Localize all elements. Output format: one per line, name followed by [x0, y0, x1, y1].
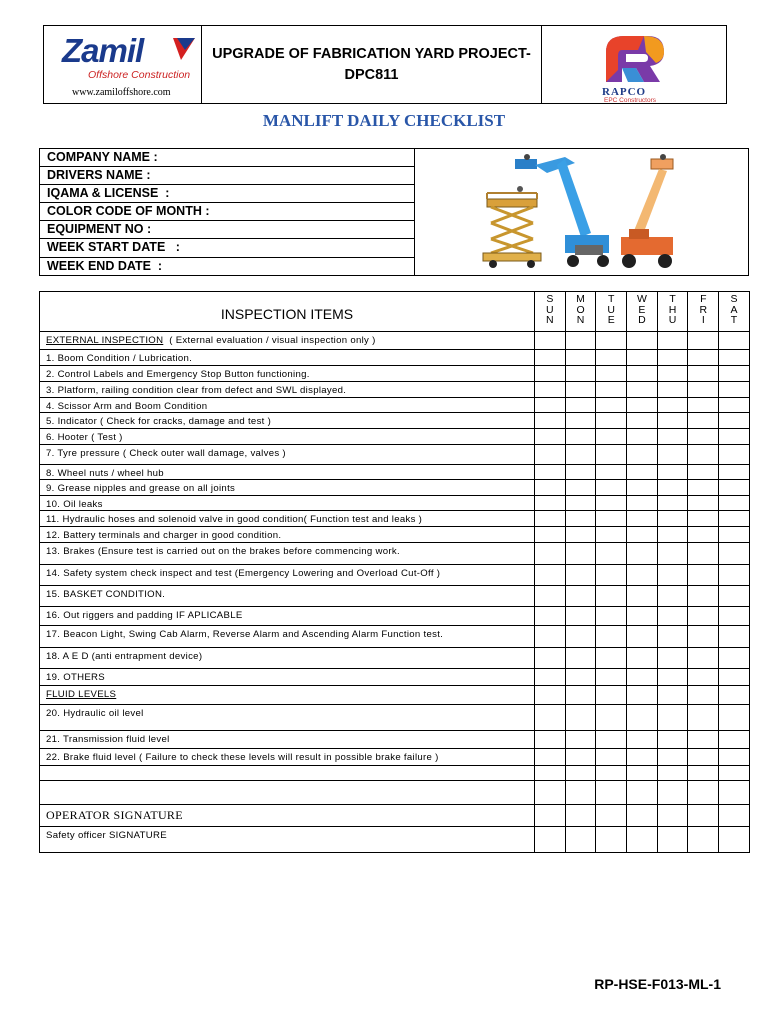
day-check-cell[interactable]	[565, 606, 596, 625]
day-check-cell[interactable]	[596, 606, 627, 625]
item-label-cell: 20. Hydraulic oil level	[40, 704, 535, 730]
day-check-cell[interactable]	[719, 606, 750, 625]
day-check-cell[interactable]	[688, 495, 719, 511]
day-check-cell[interactable]	[657, 511, 688, 527]
day-check-cell[interactable]	[565, 804, 596, 826]
table-row	[40, 704, 750, 730]
table-row	[40, 464, 750, 480]
day-check-cell[interactable]	[565, 332, 596, 350]
iqama-license-field[interactable]: IQAMA & LICENSE :	[40, 185, 414, 203]
day-check-cell[interactable]	[535, 585, 566, 606]
item-label-cell	[40, 804, 535, 826]
day-check-cell[interactable]	[719, 585, 750, 606]
day-check-cell[interactable]	[657, 429, 688, 445]
day-check-cell[interactable]	[565, 826, 596, 852]
day-check-cell[interactable]	[596, 382, 627, 398]
day-check-cell[interactable]	[719, 685, 750, 704]
day-check-cell[interactable]	[596, 495, 627, 511]
day-check-cell[interactable]	[565, 542, 596, 564]
day-check-cell[interactable]	[565, 413, 596, 429]
day-check-cell[interactable]	[688, 480, 719, 496]
inspection-checklist-table	[39, 291, 750, 853]
table-row	[40, 429, 750, 445]
day-check-cell[interactable]	[657, 495, 688, 511]
day-check-cell[interactable]	[627, 350, 658, 366]
operator-signature-label: OPERATOR SIGNATURE	[46, 807, 183, 822]
day-header-thu: T H U	[657, 292, 688, 332]
day-check-cell[interactable]	[627, 542, 658, 564]
day-check-cell[interactable]	[719, 350, 750, 366]
day-check-cell[interactable]	[719, 668, 750, 685]
day-check-cell[interactable]	[688, 704, 719, 730]
day-check-cell[interactable]	[565, 668, 596, 685]
zamil-logo	[44, 26, 202, 103]
day-check-cell[interactable]	[565, 480, 596, 496]
zamil-url: www.zamiloffshore.com	[72, 87, 171, 98]
day-check-cell[interactable]	[535, 366, 566, 382]
day-check-cell[interactable]	[627, 804, 658, 826]
day-check-cell[interactable]	[627, 429, 658, 445]
item-label-cell: 12. Battery terminals and charger in good condition.	[40, 526, 535, 542]
day-check-cell[interactable]	[719, 382, 750, 398]
day-check-cell[interactable]	[565, 730, 596, 748]
day-check-cell[interactable]	[719, 444, 750, 464]
day-check-cell[interactable]	[627, 625, 658, 647]
item-label-cell: 4. Scissor Arm and Boom Condition	[40, 397, 535, 413]
day-check-cell[interactable]	[535, 606, 566, 625]
day-check-cell[interactable]	[596, 730, 627, 748]
day-check-cell[interactable]	[627, 765, 658, 780]
rapco-name: RAPCO	[602, 86, 647, 98]
day-check-cell[interactable]	[565, 685, 596, 704]
day-check-cell[interactable]	[535, 511, 566, 527]
week-start-date-field[interactable]: WEEK START DATE :	[40, 239, 414, 257]
day-check-cell[interactable]	[535, 464, 566, 480]
project-title-line2: DPC811	[344, 66, 399, 83]
day-check-cell[interactable]	[535, 668, 566, 685]
day-check-cell[interactable]	[719, 704, 750, 730]
day-check-cell[interactable]	[627, 748, 658, 765]
day-check-cell[interactable]	[688, 780, 719, 804]
day-check-cell[interactable]	[565, 350, 596, 366]
day-check-cell[interactable]	[596, 350, 627, 366]
day-check-cell[interactable]	[565, 585, 596, 606]
item-label-cell: 16. Out riggers and padding IF APLICABLE	[40, 606, 535, 625]
day-check-cell[interactable]	[719, 397, 750, 413]
item-label-cell	[40, 685, 535, 704]
day-check-cell[interactable]	[688, 526, 719, 542]
project-title-line1: UPGRADE OF FABRICATION YARD PROJECT-	[212, 45, 531, 62]
section-external-label: EXTERNAL INSPECTION	[46, 335, 164, 346]
table-row	[40, 495, 750, 511]
day-check-cell[interactable]	[596, 685, 627, 704]
day-check-cell[interactable]	[596, 429, 627, 445]
day-check-cell[interactable]	[688, 685, 719, 704]
item-label-cell	[40, 780, 535, 804]
day-check-cell[interactable]	[657, 382, 688, 398]
day-check-cell[interactable]	[596, 780, 627, 804]
table-row	[40, 511, 750, 527]
day-check-cell[interactable]	[657, 526, 688, 542]
day-check-cell[interactable]	[535, 429, 566, 445]
day-check-cell[interactable]	[565, 511, 596, 527]
company-name-field[interactable]: COMPANY NAME :	[40, 149, 414, 167]
day-check-cell[interactable]	[657, 444, 688, 464]
item-label-cell: 1. Boom Condition / Lubrication.	[40, 350, 535, 366]
day-check-cell[interactable]	[627, 444, 658, 464]
day-check-cell[interactable]	[657, 685, 688, 704]
day-check-cell[interactable]	[627, 606, 658, 625]
day-check-cell[interactable]	[565, 765, 596, 780]
day-check-cell[interactable]	[596, 511, 627, 527]
rapco-logo-mark-icon	[598, 30, 670, 86]
safety-officer-signature-row	[40, 826, 750, 852]
day-check-cell[interactable]	[535, 564, 566, 585]
day-check-cell[interactable]	[719, 332, 750, 350]
equipment-info-block	[39, 148, 749, 276]
day-check-cell[interactable]	[565, 704, 596, 730]
day-check-cell[interactable]	[719, 413, 750, 429]
day-check-cell[interactable]	[627, 366, 658, 382]
day-check-cell[interactable]	[596, 480, 627, 496]
day-check-cell[interactable]	[535, 480, 566, 496]
day-check-cell[interactable]	[565, 564, 596, 585]
inspection-items-header: INSPECTION ITEMS	[40, 292, 535, 332]
day-check-cell[interactable]	[627, 564, 658, 585]
day-check-cell[interactable]	[596, 413, 627, 429]
day-check-cell[interactable]	[565, 366, 596, 382]
day-check-cell[interactable]	[565, 625, 596, 647]
day-check-cell[interactable]	[535, 542, 566, 564]
table-row	[40, 542, 750, 564]
day-check-cell[interactable]	[627, 704, 658, 730]
day-check-cell[interactable]	[535, 397, 566, 413]
day-check-cell[interactable]	[627, 668, 658, 685]
table-row	[40, 668, 750, 685]
day-header-wed: W E D	[627, 292, 658, 332]
item-label-cell: Safety officer SIGNATURE	[40, 826, 535, 852]
day-check-cell[interactable]	[688, 668, 719, 685]
table-row	[40, 480, 750, 496]
day-check-cell[interactable]	[719, 826, 750, 852]
item-label-cell: 13. Brakes (Ensure test is carried out on the brakes before commencing work.	[40, 542, 535, 564]
day-check-cell[interactable]	[719, 429, 750, 445]
section-fluid-row	[40, 685, 750, 704]
day-check-cell[interactable]	[657, 585, 688, 606]
blank-row	[40, 765, 750, 780]
section-external-note: ( External evaluation / visual inspection only )	[163, 335, 376, 346]
table-row	[40, 564, 750, 585]
day-check-cell[interactable]	[627, 480, 658, 496]
rapco-logo	[542, 26, 726, 103]
day-check-cell[interactable]	[596, 526, 627, 542]
day-check-cell[interactable]	[657, 730, 688, 748]
day-check-cell[interactable]	[688, 647, 719, 668]
day-check-cell[interactable]	[535, 685, 566, 704]
item-label-cell: 10. Oil leaks	[40, 495, 535, 511]
day-check-cell[interactable]	[688, 625, 719, 647]
manlift-illustration	[415, 149, 748, 275]
orange-boom-lift-icon	[621, 154, 673, 268]
day-header-sat: S A T	[719, 292, 750, 332]
day-check-cell[interactable]	[719, 464, 750, 480]
day-check-cell[interactable]	[596, 585, 627, 606]
day-check-cell[interactable]	[565, 464, 596, 480]
day-check-cell[interactable]	[657, 366, 688, 382]
item-label-cell: 6. Hooter ( Test )	[40, 429, 535, 445]
day-check-cell[interactable]	[688, 826, 719, 852]
day-check-cell[interactable]	[535, 495, 566, 511]
day-header-mon: M O N	[565, 292, 596, 332]
zamil-logo-mark-icon	[171, 36, 197, 62]
project-title	[202, 26, 542, 103]
day-check-cell[interactable]	[688, 332, 719, 350]
table-row	[40, 350, 750, 366]
day-check-cell[interactable]	[719, 765, 750, 780]
day-check-cell[interactable]	[596, 804, 627, 826]
item-label-cell: 21. Transmission fluid level	[40, 730, 535, 748]
item-label-cell	[40, 765, 535, 780]
day-check-cell[interactable]	[565, 647, 596, 668]
item-label-cell	[40, 332, 535, 350]
day-check-cell[interactable]	[535, 826, 566, 852]
item-label-cell: 5. Indicator ( Check for cracks, damage and test )	[40, 413, 535, 429]
day-check-cell[interactable]	[719, 564, 750, 585]
day-check-cell[interactable]	[688, 511, 719, 527]
day-check-cell[interactable]	[535, 704, 566, 730]
day-check-cell[interactable]	[719, 625, 750, 647]
day-check-cell[interactable]	[688, 585, 719, 606]
day-check-cell[interactable]	[657, 647, 688, 668]
day-header-fri: F R I	[688, 292, 719, 332]
day-check-cell[interactable]	[565, 748, 596, 765]
item-label-cell: 11. Hydraulic hoses and solenoid valve in good condition( Function test and leaks )	[40, 511, 535, 527]
document-title: MANLIFT DAILY CHECKLIST	[262, 111, 506, 130]
item-label-cell: 9. Grease nipples and grease on all joints	[40, 480, 535, 496]
table-row	[40, 748, 750, 765]
day-check-cell[interactable]	[688, 464, 719, 480]
scissor-lift-icon	[483, 186, 541, 268]
day-check-cell[interactable]	[535, 804, 566, 826]
day-check-cell[interactable]	[688, 366, 719, 382]
day-check-cell[interactable]	[596, 444, 627, 464]
day-check-cell[interactable]	[535, 730, 566, 748]
day-check-cell[interactable]	[596, 397, 627, 413]
day-check-cell[interactable]	[535, 444, 566, 464]
day-check-cell[interactable]	[627, 464, 658, 480]
day-check-cell[interactable]	[657, 397, 688, 413]
item-label-cell: 15. BASKET CONDITION.	[40, 585, 535, 606]
day-header-tue: T U E	[596, 292, 627, 332]
day-check-cell[interactable]	[596, 748, 627, 765]
info-fields	[40, 149, 415, 275]
day-check-cell[interactable]	[627, 511, 658, 527]
day-check-cell[interactable]	[688, 564, 719, 585]
day-check-cell[interactable]	[719, 480, 750, 496]
day-check-cell[interactable]	[657, 413, 688, 429]
item-label-cell: 7. Tyre pressure ( Check outer wall damage, valves )	[40, 444, 535, 464]
drivers-name-field[interactable]: DRIVERS NAME :	[40, 167, 414, 185]
day-check-cell[interactable]	[719, 366, 750, 382]
day-check-cell[interactable]	[535, 780, 566, 804]
table-row	[40, 647, 750, 668]
day-check-cell[interactable]	[596, 564, 627, 585]
day-check-cell[interactable]	[535, 765, 566, 780]
day-check-cell[interactable]	[688, 748, 719, 765]
day-check-cell[interactable]	[596, 625, 627, 647]
day-check-cell[interactable]	[657, 704, 688, 730]
day-check-cell[interactable]	[657, 765, 688, 780]
day-header-sun: S U N	[535, 292, 566, 332]
day-check-cell[interactable]	[596, 826, 627, 852]
item-label-cell: 14. Safety system check inspect and test (Emergency Lowering and Overload Cut-Off )	[40, 564, 535, 585]
day-check-cell[interactable]	[688, 413, 719, 429]
equipment-no-field[interactable]: EQUIPMENT NO :	[40, 221, 414, 239]
manlift-equipment-image	[415, 149, 748, 275]
table-row	[40, 366, 750, 382]
day-check-cell[interactable]	[596, 366, 627, 382]
day-check-cell[interactable]	[627, 730, 658, 748]
day-check-cell[interactable]	[719, 730, 750, 748]
day-check-cell[interactable]	[627, 413, 658, 429]
table-header-row	[40, 292, 750, 332]
day-check-cell[interactable]	[719, 804, 750, 826]
day-check-cell[interactable]	[627, 382, 658, 398]
day-check-cell[interactable]	[627, 826, 658, 852]
table-row	[40, 526, 750, 542]
day-check-cell[interactable]	[657, 332, 688, 350]
day-check-cell[interactable]	[657, 780, 688, 804]
item-label-cell: 8. Wheel nuts / wheel hub	[40, 464, 535, 480]
day-check-cell[interactable]	[719, 526, 750, 542]
day-check-cell[interactable]	[627, 526, 658, 542]
day-check-cell[interactable]	[535, 350, 566, 366]
day-check-cell[interactable]	[688, 382, 719, 398]
day-check-cell[interactable]	[657, 480, 688, 496]
day-check-cell[interactable]	[627, 397, 658, 413]
day-check-cell[interactable]	[535, 647, 566, 668]
section-fluid-label: FLUID LEVELS	[46, 688, 117, 700]
item-label-cell: 3. Platform, railing condition clear from defect and SWL displayed.	[40, 382, 535, 398]
day-check-cell[interactable]	[535, 382, 566, 398]
day-check-cell[interactable]	[688, 730, 719, 748]
table-row	[40, 413, 750, 429]
blank-row	[40, 780, 750, 804]
day-check-cell[interactable]	[565, 444, 596, 464]
table-row	[40, 397, 750, 413]
table-row	[40, 382, 750, 398]
day-check-cell[interactable]	[688, 397, 719, 413]
day-check-cell[interactable]	[627, 685, 658, 704]
day-check-cell[interactable]	[596, 464, 627, 480]
day-check-cell[interactable]	[535, 748, 566, 765]
day-check-cell[interactable]	[565, 526, 596, 542]
day-check-cell[interactable]	[688, 429, 719, 445]
day-check-cell[interactable]	[688, 444, 719, 464]
day-check-cell[interactable]	[535, 413, 566, 429]
day-check-cell[interactable]	[657, 668, 688, 685]
day-check-cell[interactable]	[565, 429, 596, 445]
color-code-field[interactable]: COLOR CODE OF MONTH :	[40, 203, 414, 221]
day-check-cell[interactable]	[719, 748, 750, 765]
day-check-cell[interactable]	[719, 780, 750, 804]
day-check-cell[interactable]	[565, 495, 596, 511]
item-label-cell: 18. A E D (anti entrapment device)	[40, 647, 535, 668]
day-check-cell[interactable]	[657, 625, 688, 647]
item-label-cell: 2. Control Labels and Emergency Stop Button functioning.	[40, 366, 535, 382]
day-check-cell[interactable]	[688, 606, 719, 625]
day-check-cell[interactable]	[596, 765, 627, 780]
day-check-cell[interactable]	[535, 332, 566, 350]
day-check-cell[interactable]	[535, 526, 566, 542]
day-check-cell[interactable]	[627, 585, 658, 606]
blue-boom-lift-icon	[515, 154, 609, 267]
day-check-cell[interactable]	[565, 397, 596, 413]
day-check-cell[interactable]	[688, 765, 719, 780]
item-label-cell: 22. Brake fluid level ( Failure to check these levels will result in possible brake failure )	[40, 748, 535, 765]
document-header	[43, 25, 727, 104]
day-check-cell[interactable]	[719, 495, 750, 511]
table-row	[40, 625, 750, 647]
day-check-cell[interactable]	[596, 332, 627, 350]
zamil-logo-text: Zamil	[62, 32, 144, 69]
day-check-cell[interactable]	[565, 780, 596, 804]
day-check-cell[interactable]	[719, 542, 750, 564]
zamil-subtitle: Offshore Construction	[88, 69, 191, 81]
day-check-cell[interactable]	[657, 464, 688, 480]
operator-signature-row	[40, 804, 750, 826]
day-check-cell[interactable]	[627, 332, 658, 350]
day-check-cell[interactable]	[565, 382, 596, 398]
day-check-cell[interactable]	[657, 826, 688, 852]
table-row	[40, 606, 750, 625]
day-check-cell[interactable]	[657, 564, 688, 585]
day-check-cell[interactable]	[596, 647, 627, 668]
day-check-cell[interactable]	[657, 804, 688, 826]
week-end-date-field[interactable]: WEEK END DATE :	[47, 258, 163, 273]
day-check-cell[interactable]	[627, 495, 658, 511]
table-row	[40, 585, 750, 606]
day-check-cell[interactable]	[657, 748, 688, 765]
day-check-cell[interactable]	[596, 542, 627, 564]
day-check-cell[interactable]	[688, 350, 719, 366]
form-code: RP-HSE-F013-ML-1	[594, 976, 721, 992]
day-check-cell[interactable]	[719, 511, 750, 527]
table-row	[40, 730, 750, 748]
table-row	[40, 444, 750, 464]
section-external-row	[40, 332, 750, 350]
day-check-cell[interactable]	[657, 542, 688, 564]
day-check-cell[interactable]	[596, 704, 627, 730]
day-check-cell[interactable]	[657, 606, 688, 625]
day-check-cell[interactable]	[688, 542, 719, 564]
item-label-cell: 19. OTHERS	[40, 668, 535, 685]
rapco-subtitle: EPC Constructors	[604, 97, 657, 104]
day-check-cell[interactable]	[596, 668, 627, 685]
day-check-cell[interactable]	[688, 804, 719, 826]
day-check-cell[interactable]	[627, 647, 658, 668]
day-check-cell[interactable]	[535, 625, 566, 647]
day-check-cell[interactable]	[719, 647, 750, 668]
day-check-cell[interactable]	[627, 780, 658, 804]
day-check-cell[interactable]	[657, 350, 688, 366]
item-label-cell: 17. Beacon Light, Swing Cab Alarm, Reverse Alarm and Ascending Alarm Function test.	[40, 625, 535, 647]
